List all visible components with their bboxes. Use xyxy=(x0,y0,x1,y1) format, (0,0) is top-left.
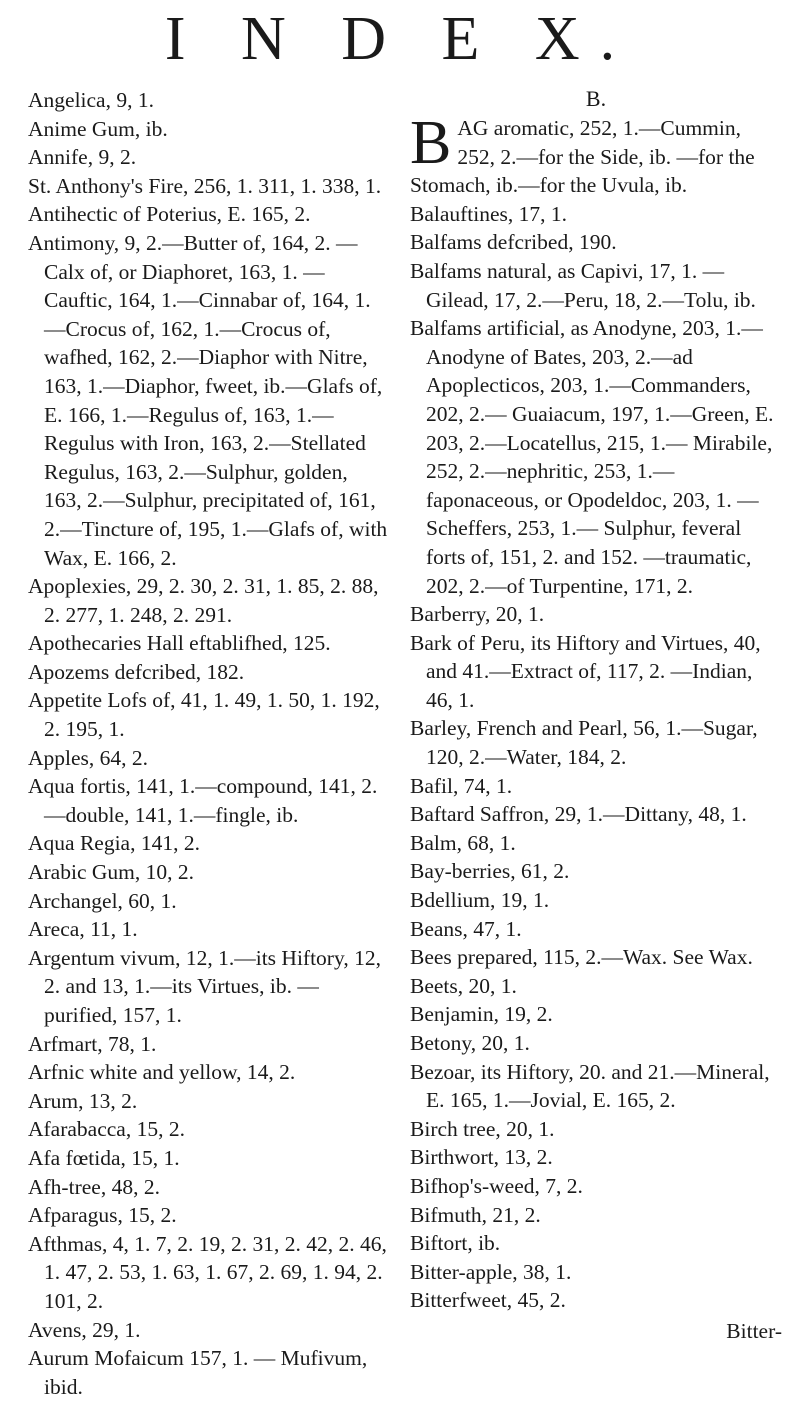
index-entry-text: AG aromatic, 252, 1.—Cummin, 252, 2.—for the Side, ib. —for the Stomach, ib.—for the Uvula, ib. xyxy=(410,116,755,198)
index-entry: Balfams defcribed, 190. xyxy=(410,230,617,255)
index-entry-first xyxy=(410,109,782,200)
page-header: I N D E X. xyxy=(164,5,636,73)
right-column xyxy=(410,86,782,1346)
index-entry: Bark of Peru, its Hiftory and Virtues, 40, and 41.—Extract of, 117, 2. —Indian, 46, 1. xyxy=(410,630,761,712)
catchword: Bitter- xyxy=(726,1318,782,1343)
index-entry: Arfnic white and yellow, 14, 2. xyxy=(28,1060,296,1085)
index-entry: Appetite Lofs of, 41, 1. 49, 1. 50, 1. 192, 2. 195, 1. xyxy=(28,688,380,742)
index-entry: Baftard Saffron, 29, 1.—Dittany, 48, 1. xyxy=(410,802,747,827)
index-entry: Bdellium, 19, 1. xyxy=(410,888,550,913)
index-entry: Beets, 20, 1. xyxy=(410,973,517,998)
index-entry: Areca, 11, 1. xyxy=(28,917,138,942)
index-entry: Bifhop's-weed, 7, 2. xyxy=(410,1173,583,1198)
index-entry: Arabic Gum, 10, 2. xyxy=(28,860,194,885)
drop-cap: B xyxy=(410,109,452,177)
index-entry: Anime Gum, ib. xyxy=(28,116,168,141)
index-entry: Afh-tree, 48, 2. xyxy=(28,1174,160,1199)
index-entry: Antihectic of Poterius, E. 165, 2. xyxy=(28,202,311,227)
index-entry: Avens, 29, 1. xyxy=(28,1317,141,1342)
index-entry: Apothecaries Hall eftablifhed, 125. xyxy=(28,631,331,656)
index-entry: Bay-berries, 61, 2. xyxy=(410,859,570,884)
index-entry: Afthmas, 4, 1. 7, 2. 19, 2. 31, 2. 42, 2. 46, 1. 47, 2. 53, 1. 63, 1. 67, 2. 69, 1. 94, 2. 101, 2. xyxy=(28,1231,387,1313)
index-entry: Bifmuth, 21, 2. xyxy=(410,1202,541,1227)
index-entry: Afparagus, 15, 2. xyxy=(28,1203,177,1228)
index-entry: Aqua fortis, 141, 1.—compound, 141, 2.—double, 141, 1.—fingle, ib. xyxy=(28,774,378,827)
index-entry: Balfams artificial, as Anodyne, 203, 1.—Anodyne of Bates, 203, 2.—ad Apoplecticos, 203, 1.—Commanders, 202, 2.— Guaiacum, 197, 1.—Green, E. 203, 2.—Locatellus, 215, 1.— Mirabile, 252, 2.—nephritic, 253, 1.—faponaceous, or Opodeldoc, 203, 1. — Scheffers, 253, 1.— Sulphur, feveral forts of, 151, 2. and 152. —traumatic, 202, 2.—of Turpentine, 171, 2. xyxy=(410,316,774,598)
section-letter: B. xyxy=(585,86,607,111)
index-entry: Afa fœtida, 15, 1. xyxy=(28,1145,180,1170)
index-entry: Afarabacca, 15, 2. xyxy=(28,1117,185,1142)
index-entry: Birch tree, 20, 1. xyxy=(410,1116,555,1141)
index-entry: Birthwort, 13, 2. xyxy=(410,1145,553,1170)
index-entry: Angelica, 9, 1. xyxy=(28,88,154,112)
index-entry: Barley, French and Pearl, 56, 1.—Sugar, 120, 2.—Water, 184, 2. xyxy=(410,716,758,770)
index-entry: Balm, 68, 1. xyxy=(410,830,516,855)
index-entry: Balfams natural, as Capivi, 17, 1. —Gilead, 17, 2.—Peru, 18, 2.—Tolu, ib. xyxy=(410,258,756,312)
index-entry: Bitterfweet, 45, 2. xyxy=(410,1288,566,1313)
index-entry: Benjamin, 19, 2. xyxy=(410,1002,553,1027)
index-entry: Argentum vivum, 12, 1.—its Hiftory, 12, 2. and 13, 1.—its Virtues, ib. —purified, 157, 1. xyxy=(28,945,381,1027)
left-column xyxy=(28,86,390,1401)
index-entry: Apozems defcribed, 182. xyxy=(28,659,245,684)
index-entry: Bafil, 74, 1. xyxy=(410,773,513,798)
index-entry: Bitter-apple, 38, 1. xyxy=(410,1259,572,1284)
index-entry: Arum, 13, 2. xyxy=(28,1088,138,1113)
index-entry: Archangel, 60, 1. xyxy=(28,888,177,913)
index-entry: St. Anthony's Fire, 256, 1. 311, 1. 338, 1. xyxy=(28,173,382,198)
index-entry: Beans, 47, 1. xyxy=(410,916,522,941)
index-entry: Apples, 64, 2. xyxy=(28,745,149,770)
index-entry: Arfmart, 78, 1. xyxy=(28,1031,157,1056)
index-entry: Antimony, 9, 2.—Butter of, 164, 2. —Calx of, or Diaphoret, 163, 1. —Cauftic, 164, 1.—Cinnabar of, 164, 1.—Crocus of, 162, 1.—Crocus of, wafhed, 162, 2.—Diaphor with Nitre, 163, 1.—Diaphor, fweet, ib.—Glafs of, E. 166, 1.—Regulus of, 163, 1.—Regulus with Iron, 163, 2.—Stellated Regulus, 163, 2.—Sulphur, golden, 163, 2.—Sulphur, precipitated of, 161, 2.—Tincture of, 195, 1.—Glafs of, with Wax, E. 166, 2. xyxy=(28,230,388,570)
index-entry: Barberry, 20, 1. xyxy=(410,602,545,627)
index-entry: Bezoar, its Hiftory, 20. and 21.—Mineral, E. 165, 1.—Jovial, E. 165, 2. xyxy=(410,1059,770,1113)
index-entry: Aurum Mofaicum 157, 1. — Mufivum, ibid. xyxy=(28,1346,368,1399)
index-entry: Apoplexies, 29, 2. 30, 2. 31, 1. 85, 2. 88, 2. 277, 1. 248, 2. 291. xyxy=(28,574,379,627)
index-entry: Betony, 20, 1. xyxy=(410,1031,530,1055)
index-entry: Bees prepared, 115, 2.—Wax. See Wax. xyxy=(410,945,753,970)
index-entry: Aqua Regia, 141, 2. xyxy=(28,831,200,856)
index-entry: Annife, 9, 2. xyxy=(28,145,137,170)
index-entry: Biftort, ib. xyxy=(410,1231,501,1256)
index-entry: Balauftines, 17, 1. xyxy=(410,201,568,226)
